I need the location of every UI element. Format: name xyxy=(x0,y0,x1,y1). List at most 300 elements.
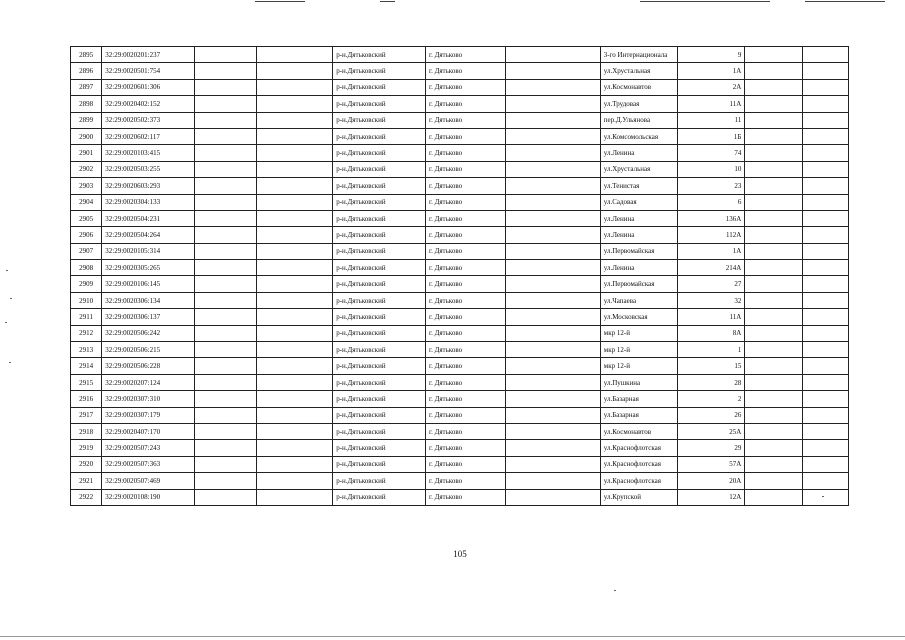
city-cell: г. Дятьково xyxy=(425,358,505,374)
district-cell: р-н.Дятьковский xyxy=(333,309,426,325)
empty-cell xyxy=(802,391,848,407)
empty-cell xyxy=(802,227,848,243)
empty-cell xyxy=(802,79,848,95)
table-row xyxy=(71,194,849,210)
cadastral-number-cell: 32:29:0020507:363 xyxy=(102,456,195,472)
empty-cell xyxy=(745,178,802,194)
street-cell: ул.Базарная xyxy=(600,391,678,407)
scan-line-top-2 xyxy=(380,1,395,2)
record-number-cell: 2920 xyxy=(71,456,102,472)
table-row xyxy=(71,407,849,423)
house-number-cell: 32 xyxy=(678,292,745,308)
empty-cell xyxy=(802,243,848,259)
street-cell: ул.Трудовая xyxy=(600,96,678,112)
empty-cell xyxy=(505,260,600,276)
house-number-cell: 1 xyxy=(678,342,745,358)
house-number-cell: 11А xyxy=(678,309,745,325)
district-cell: р-н.Дятьковский xyxy=(333,423,426,439)
city-cell: г. Дятьково xyxy=(425,161,505,177)
empty-cell xyxy=(802,194,848,210)
record-number-cell: 2898 xyxy=(71,96,102,112)
empty-cell xyxy=(505,112,600,128)
empty-cell xyxy=(745,374,802,390)
empty-cell xyxy=(802,63,848,79)
street-cell: ул.Краснофлотская xyxy=(600,473,678,489)
house-number-cell: 11 xyxy=(678,112,745,128)
table-row xyxy=(71,79,849,95)
empty-cell xyxy=(505,145,600,161)
table-row xyxy=(71,260,849,276)
empty-cell xyxy=(195,456,257,472)
empty-cell xyxy=(195,374,257,390)
empty-cell xyxy=(195,358,257,374)
empty-cell xyxy=(802,456,848,472)
empty-cell xyxy=(505,227,600,243)
cadastral-number-cell: 32:29:0020507:243 xyxy=(102,440,195,456)
house-number-cell: 29 xyxy=(678,440,745,456)
house-number-cell: 2А xyxy=(678,79,745,95)
empty-cell xyxy=(256,161,333,177)
empty-cell xyxy=(256,227,333,243)
cadastral-number-cell: 32:29:0020504:264 xyxy=(102,227,195,243)
record-number-cell: 2921 xyxy=(71,473,102,489)
street-cell: ул.Пушкина xyxy=(600,374,678,390)
scan-speck xyxy=(614,590,616,591)
empty-cell xyxy=(745,112,802,128)
street-cell: ул.Первомайская xyxy=(600,243,678,259)
cadastral-number-cell: 32:29:0020503:255 xyxy=(102,161,195,177)
empty-cell xyxy=(505,194,600,210)
empty-cell xyxy=(802,128,848,144)
empty-cell xyxy=(195,227,257,243)
record-number-cell: 2913 xyxy=(71,342,102,358)
empty-cell xyxy=(505,374,600,390)
district-cell: р-н.Дятьковский xyxy=(333,374,426,390)
record-number-cell: 2922 xyxy=(71,489,102,505)
empty-cell xyxy=(256,63,333,79)
empty-cell xyxy=(195,161,257,177)
empty-cell xyxy=(802,407,848,423)
table-body xyxy=(71,47,849,506)
scan-speck xyxy=(822,496,824,497)
table-row xyxy=(71,63,849,79)
street-cell: ул.Космонавтов xyxy=(600,423,678,439)
scan-speck xyxy=(9,362,11,363)
city-cell: г. Дятьково xyxy=(425,96,505,112)
house-number-cell: 2 xyxy=(678,391,745,407)
cadastral-number-cell: 32:29:0020306:137 xyxy=(102,309,195,325)
empty-cell xyxy=(802,423,848,439)
city-cell: г. Дятьково xyxy=(425,79,505,95)
record-number-cell: 2911 xyxy=(71,309,102,325)
city-cell: г. Дятьково xyxy=(425,112,505,128)
house-number-cell: 25А xyxy=(678,423,745,439)
city-cell: г. Дятьково xyxy=(425,325,505,341)
house-number-cell: 26 xyxy=(678,407,745,423)
empty-cell xyxy=(802,358,848,374)
house-number-cell: 23 xyxy=(678,178,745,194)
empty-cell xyxy=(505,243,600,259)
empty-cell xyxy=(195,260,257,276)
empty-cell xyxy=(505,489,600,505)
cadastral-number-cell: 32:29:0020106:145 xyxy=(102,276,195,292)
district-cell: р-н.Дятьковский xyxy=(333,47,426,63)
record-number-cell: 2901 xyxy=(71,145,102,161)
scan-line-bottom xyxy=(0,636,905,637)
empty-cell xyxy=(802,276,848,292)
empty-cell xyxy=(745,325,802,341)
district-cell: р-н.Дятьковский xyxy=(333,79,426,95)
house-number-cell: 27 xyxy=(678,276,745,292)
street-cell: ул.Базарная xyxy=(600,407,678,423)
empty-cell xyxy=(256,309,333,325)
street-cell: ул.Московская xyxy=(600,309,678,325)
empty-cell xyxy=(195,96,257,112)
street-cell: ул.Хрустальная xyxy=(600,161,678,177)
house-number-cell: 1А xyxy=(678,63,745,79)
street-cell: ул.Первомайская xyxy=(600,276,678,292)
empty-cell xyxy=(802,145,848,161)
empty-cell xyxy=(745,145,802,161)
empty-cell xyxy=(745,47,802,63)
empty-cell xyxy=(195,210,257,226)
empty-cell xyxy=(195,473,257,489)
cadastral-number-cell: 32:29:0020506:215 xyxy=(102,342,195,358)
record-number-cell: 2904 xyxy=(71,194,102,210)
empty-cell xyxy=(195,243,257,259)
district-cell: р-н.Дятьковский xyxy=(333,489,426,505)
record-number-cell: 2906 xyxy=(71,227,102,243)
empty-cell xyxy=(256,145,333,161)
cadastral-number-cell: 32:29:0020507:469 xyxy=(102,473,195,489)
empty-cell xyxy=(802,473,848,489)
city-cell: г. Дятьково xyxy=(425,440,505,456)
empty-cell xyxy=(745,276,802,292)
empty-cell xyxy=(256,391,333,407)
empty-cell xyxy=(256,473,333,489)
record-number-cell: 2914 xyxy=(71,358,102,374)
table-row xyxy=(71,210,849,226)
house-number-cell: 112А xyxy=(678,227,745,243)
empty-cell xyxy=(256,456,333,472)
record-number-cell: 2908 xyxy=(71,260,102,276)
record-number-cell: 2915 xyxy=(71,374,102,390)
empty-cell xyxy=(802,292,848,308)
empty-cell xyxy=(505,292,600,308)
record-number-cell: 2905 xyxy=(71,210,102,226)
city-cell: г. Дятьково xyxy=(425,374,505,390)
city-cell: г. Дятьково xyxy=(425,489,505,505)
district-cell: р-н.Дятьковский xyxy=(333,358,426,374)
record-number-cell: 2910 xyxy=(71,292,102,308)
city-cell: г. Дятьково xyxy=(425,260,505,276)
empty-cell xyxy=(256,79,333,95)
empty-cell xyxy=(195,79,257,95)
record-number-cell: 2907 xyxy=(71,243,102,259)
house-number-cell: 12А xyxy=(678,489,745,505)
empty-cell xyxy=(802,325,848,341)
empty-cell xyxy=(745,407,802,423)
empty-cell xyxy=(505,47,600,63)
street-cell: 3-го Интернационала xyxy=(600,47,678,63)
empty-cell xyxy=(745,358,802,374)
district-cell: р-н.Дятьковский xyxy=(333,325,426,341)
empty-cell xyxy=(745,79,802,95)
record-number-cell: 2919 xyxy=(71,440,102,456)
street-cell: ул.Ленина xyxy=(600,210,678,226)
empty-cell xyxy=(745,473,802,489)
cadastral-number-cell: 32:29:0020307:310 xyxy=(102,391,195,407)
empty-cell xyxy=(745,227,802,243)
empty-cell xyxy=(195,145,257,161)
city-cell: г. Дятьково xyxy=(425,128,505,144)
city-cell: г. Дятьково xyxy=(425,194,505,210)
house-number-cell: 1А xyxy=(678,243,745,259)
empty-cell xyxy=(195,342,257,358)
city-cell: г. Дятьково xyxy=(425,391,505,407)
cadastral-number-cell: 32:29:0020504:231 xyxy=(102,210,195,226)
empty-cell xyxy=(505,342,600,358)
empty-cell xyxy=(505,178,600,194)
city-cell: г. Дятьково xyxy=(425,178,505,194)
table-row xyxy=(71,374,849,390)
table-row xyxy=(71,309,849,325)
page-number: 105 xyxy=(453,549,467,559)
empty-cell xyxy=(745,423,802,439)
empty-cell xyxy=(745,456,802,472)
cadastral-number-cell: 32:29:0020601:306 xyxy=(102,79,195,95)
table-row xyxy=(71,47,849,63)
record-number-cell: 2918 xyxy=(71,423,102,439)
empty-cell xyxy=(745,63,802,79)
street-cell: мкр 12-й xyxy=(600,342,678,358)
house-number-cell: 1Б xyxy=(678,128,745,144)
district-cell: р-н.Дятьковский xyxy=(333,292,426,308)
property-register-table xyxy=(70,46,849,506)
empty-cell xyxy=(802,47,848,63)
district-cell: р-н.Дятьковский xyxy=(333,456,426,472)
empty-cell xyxy=(256,342,333,358)
empty-cell xyxy=(256,47,333,63)
record-number-cell: 2896 xyxy=(71,63,102,79)
empty-cell xyxy=(195,309,257,325)
empty-cell xyxy=(802,178,848,194)
street-cell: ул.Комсомольская xyxy=(600,128,678,144)
table-row xyxy=(71,243,849,259)
district-cell: р-н.Дятьковский xyxy=(333,440,426,456)
cadastral-number-cell: 32:29:0020306:134 xyxy=(102,292,195,308)
street-cell: мкр 12-й xyxy=(600,325,678,341)
cadastral-number-cell: 32:29:0020506:242 xyxy=(102,325,195,341)
street-cell: ул.Крупской xyxy=(600,489,678,505)
scan-line-top-4 xyxy=(805,1,885,2)
street-cell: мкр 12-й xyxy=(600,358,678,374)
district-cell: р-н.Дятьковский xyxy=(333,243,426,259)
empty-cell xyxy=(745,342,802,358)
record-number-cell: 2899 xyxy=(71,112,102,128)
scan-speck xyxy=(10,298,12,299)
empty-cell xyxy=(802,210,848,226)
district-cell: р-н.Дятьковский xyxy=(333,112,426,128)
empty-cell xyxy=(256,194,333,210)
table-row xyxy=(71,423,849,439)
record-number-cell: 2900 xyxy=(71,128,102,144)
table-row xyxy=(71,489,849,505)
house-number-cell: 57А xyxy=(678,456,745,472)
scan-speck xyxy=(6,270,8,271)
empty-cell xyxy=(505,391,600,407)
empty-cell xyxy=(745,391,802,407)
house-number-cell: 15 xyxy=(678,358,745,374)
empty-cell xyxy=(256,440,333,456)
district-cell: р-н.Дятьковский xyxy=(333,260,426,276)
street-cell: ул.Ленина xyxy=(600,260,678,276)
empty-cell xyxy=(195,391,257,407)
empty-cell xyxy=(256,276,333,292)
table-row xyxy=(71,178,849,194)
cadastral-number-cell: 32:29:0020501:754 xyxy=(102,63,195,79)
cadastral-number-cell: 32:29:0020603:293 xyxy=(102,178,195,194)
table-row xyxy=(71,358,849,374)
table-row xyxy=(71,292,849,308)
record-number-cell: 2895 xyxy=(71,47,102,63)
empty-cell xyxy=(256,128,333,144)
empty-cell xyxy=(505,161,600,177)
table-row xyxy=(71,473,849,489)
record-number-cell: 2917 xyxy=(71,407,102,423)
empty-cell xyxy=(505,423,600,439)
house-number-cell: 9 xyxy=(678,47,745,63)
city-cell: г. Дятьково xyxy=(425,227,505,243)
cadastral-number-cell: 32:29:0020304:133 xyxy=(102,194,195,210)
empty-cell xyxy=(802,112,848,128)
district-cell: р-н.Дятьковский xyxy=(333,407,426,423)
district-cell: р-н.Дятьковский xyxy=(333,342,426,358)
empty-cell xyxy=(745,194,802,210)
empty-cell xyxy=(505,358,600,374)
empty-cell xyxy=(802,374,848,390)
empty-cell xyxy=(256,96,333,112)
table-row xyxy=(71,456,849,472)
empty-cell xyxy=(256,178,333,194)
empty-cell xyxy=(802,309,848,325)
district-cell: р-н.Дятьковский xyxy=(333,128,426,144)
district-cell: р-н.Дятьковский xyxy=(333,227,426,243)
district-cell: р-н.Дятьковский xyxy=(333,96,426,112)
table-row xyxy=(71,440,849,456)
district-cell: р-н.Дятьковский xyxy=(333,194,426,210)
empty-cell xyxy=(745,440,802,456)
district-cell: р-н.Дятьковский xyxy=(333,178,426,194)
empty-cell xyxy=(256,423,333,439)
district-cell: р-н.Дятьковский xyxy=(333,161,426,177)
house-number-cell: 6 xyxy=(678,194,745,210)
house-number-cell: 28 xyxy=(678,374,745,390)
cadastral-number-cell: 32:29:0020108:190 xyxy=(102,489,195,505)
empty-cell xyxy=(505,456,600,472)
empty-cell xyxy=(802,161,848,177)
empty-cell xyxy=(195,423,257,439)
street-cell: ул.Краснофлотская xyxy=(600,456,678,472)
empty-cell xyxy=(802,342,848,358)
empty-cell xyxy=(195,47,257,63)
city-cell: г. Дятьково xyxy=(425,423,505,439)
empty-cell xyxy=(505,440,600,456)
empty-cell xyxy=(195,276,257,292)
table-row xyxy=(71,342,849,358)
empty-cell xyxy=(505,473,600,489)
city-cell: г. Дятьково xyxy=(425,47,505,63)
cadastral-number-cell: 32:29:0020402:152 xyxy=(102,96,195,112)
empty-cell xyxy=(505,276,600,292)
city-cell: г. Дятьково xyxy=(425,145,505,161)
empty-cell xyxy=(256,325,333,341)
house-number-cell: 214А xyxy=(678,260,745,276)
street-cell: ул.Садовая xyxy=(600,194,678,210)
street-cell: ул.Тенистая xyxy=(600,178,678,194)
empty-cell xyxy=(256,210,333,226)
cadastral-number-cell: 32:29:0020506:228 xyxy=(102,358,195,374)
empty-cell xyxy=(802,489,848,505)
table-row xyxy=(71,128,849,144)
table-row xyxy=(71,145,849,161)
district-cell: р-н.Дятьковский xyxy=(333,473,426,489)
empty-cell xyxy=(505,96,600,112)
city-cell: г. Дятьково xyxy=(425,407,505,423)
city-cell: г. Дятьково xyxy=(425,243,505,259)
empty-cell xyxy=(195,178,257,194)
district-cell: р-н.Дятьковский xyxy=(333,391,426,407)
street-cell: ул.Ленина xyxy=(600,227,678,243)
empty-cell xyxy=(745,489,802,505)
scan-line-top-1 xyxy=(255,1,305,2)
city-cell: г. Дятьково xyxy=(425,473,505,489)
record-number-cell: 2902 xyxy=(71,161,102,177)
record-number-cell: 2903 xyxy=(71,178,102,194)
street-cell: ул.Краснофлотская xyxy=(600,440,678,456)
district-cell: р-н.Дятьковский xyxy=(333,276,426,292)
empty-cell xyxy=(505,63,600,79)
empty-cell xyxy=(195,325,257,341)
empty-cell xyxy=(745,309,802,325)
empty-cell xyxy=(256,489,333,505)
city-cell: г. Дятьково xyxy=(425,210,505,226)
empty-cell xyxy=(195,440,257,456)
table-row xyxy=(71,391,849,407)
empty-cell xyxy=(745,128,802,144)
record-number-cell: 2909 xyxy=(71,276,102,292)
empty-cell xyxy=(195,489,257,505)
cadastral-number-cell: 32:29:0020103:415 xyxy=(102,145,195,161)
empty-cell xyxy=(745,260,802,276)
street-cell: ул.Ленина xyxy=(600,145,678,161)
city-cell: г. Дятьково xyxy=(425,342,505,358)
house-number-cell: 8А xyxy=(678,325,745,341)
record-number-cell: 2916 xyxy=(71,391,102,407)
house-number-cell: 10 xyxy=(678,161,745,177)
cadastral-number-cell: 32:29:0020307:179 xyxy=(102,407,195,423)
cadastral-number-cell: 32:29:0020201:237 xyxy=(102,47,195,63)
empty-cell xyxy=(745,210,802,226)
empty-cell xyxy=(195,112,257,128)
table-row xyxy=(71,161,849,177)
house-number-cell: 20А xyxy=(678,473,745,489)
empty-cell xyxy=(802,96,848,112)
empty-cell xyxy=(195,128,257,144)
cadastral-number-cell: 32:29:0020602:117 xyxy=(102,128,195,144)
district-cell: р-н.Дятьковский xyxy=(333,210,426,226)
empty-cell xyxy=(195,292,257,308)
